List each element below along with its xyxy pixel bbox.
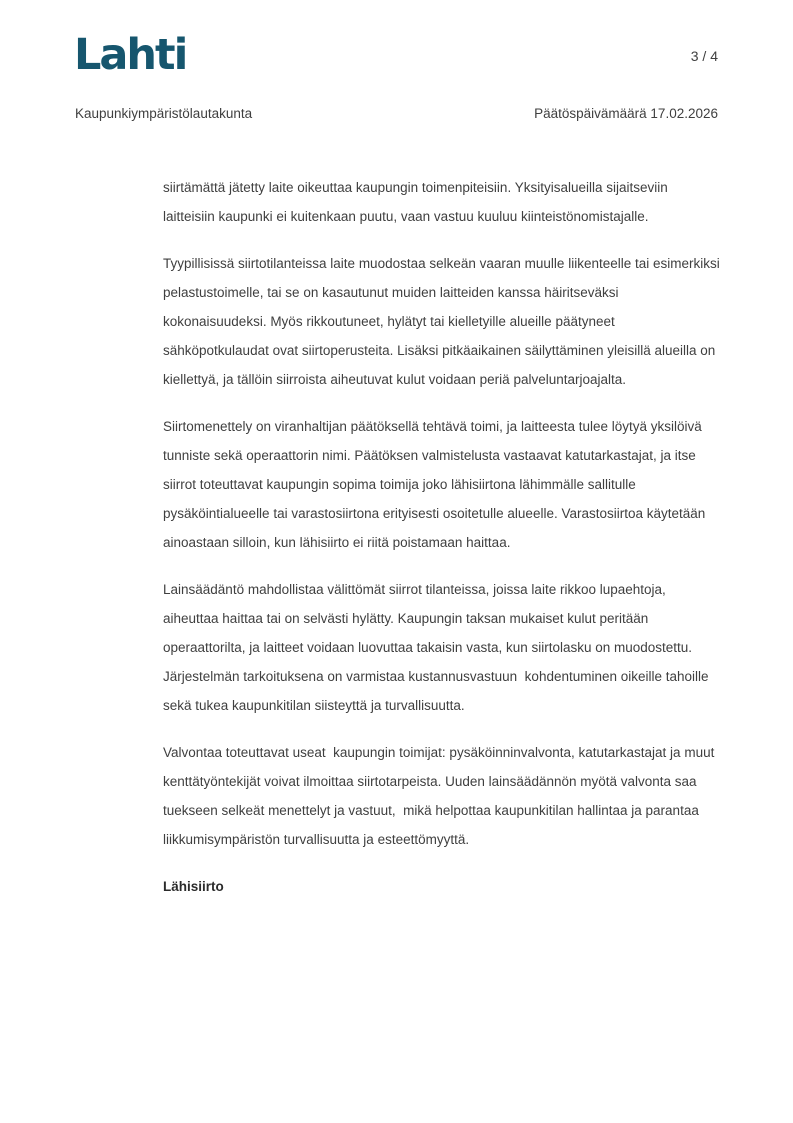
document-header [75,106,718,121]
page-number: 3 / 4 [690,48,718,64]
body-paragraph: Siirtomenettely on viranhaltijan päätöksellä tehtävä toimi, ja laitteesta tulee löytyä yksilöivä tunniste sekä operaattorin nimi. Päätöksen valmistelusta vastaavat katutarkastajat, ja itse siirrot toteuttavat kaupungin sopima toimija joko lähisiirtona lähimmälle sallitulle pysäköintialueelle tai varastosiirtona erityisesti osoitetulle alueelle. Varastosiirtoa käytetään ainoastaan silloin, kun lähisiirto ei riitä poistamaan haittaa. [163,419,710,550]
body-paragraph: siirtämättä jätetty laite oikeuttaa kaupungin toimenpiteisiin. Yksityisalueilla sijaitseviin laitteisiin kaupunki ei kuitenkaan puutu, vaan vastuu kuuluu kiinteistönomistajalle. [163,180,672,224]
body-paragraph: Lainsäädäntö mahdollistaa välittömät siirrot tilanteissa, joissa laite rikkoo lupaehtoja, aiheuttaa haittaa tai on selvästi hylätty. Kaupungin taksan mukaiset kulut peritään operaattorilta, ja laitteet voidaan luovuttaa takaisin vasta, kun siirtolasku on muodostettu. Järjestelmän tarkoituksena on varmistaa kustannusvastuun kohdentuminen oikeille tahoille sekä tukea kaupunkitilan siisteyttä ja turvallisuutta. [163,582,713,713]
section-heading-lahisiirto: Lähisiirto [163,879,224,894]
document-body [163,173,724,901]
committee-name: Kaupunkiympäristölautakunta [75,106,253,121]
body-paragraph: Tyypillisissä siirtotilanteissa laite muodostaa selkeän vaaran muulle liikenteelle tai esimerkiksi pelastustoimelle, tai se on kasautunut muiden laitteiden kanssa häiritseväksi kokonaisuudeksi. Myös rikkoutuneet, hylätyt tai kielletyille alueille päätyneet sähköpotkulaudat ovat siirtoperusteita. Lisäksi pitkäaikainen säilyttäminen yleisillä alueilla on kiellettyä, ja tällöin siirroista aiheutuvat kulut voidaan periä palveluntarjoajalta. [163,256,724,387]
lahti-city-logo: Lahti [74,30,187,80]
decision-date: Päätöspäivämäärä 17.02.2026 [534,106,718,121]
body-paragraph: Valvontaa toteuttavat useat kaupungin toimijat: pysäköinninvalvonta, katutarkastajat ja muut kenttätyöntekijät voivat ilmoittaa siirtotarpeista. Uuden lainsäädännön myötä valvonta saa tuekseen selkeät menettelyt ja vastuut, mikä helpottaa kaupunkitilan hallintaa ja parantaa liikkumisympäristön turvallisuutta ja esteettömyyttä. [163,745,719,847]
